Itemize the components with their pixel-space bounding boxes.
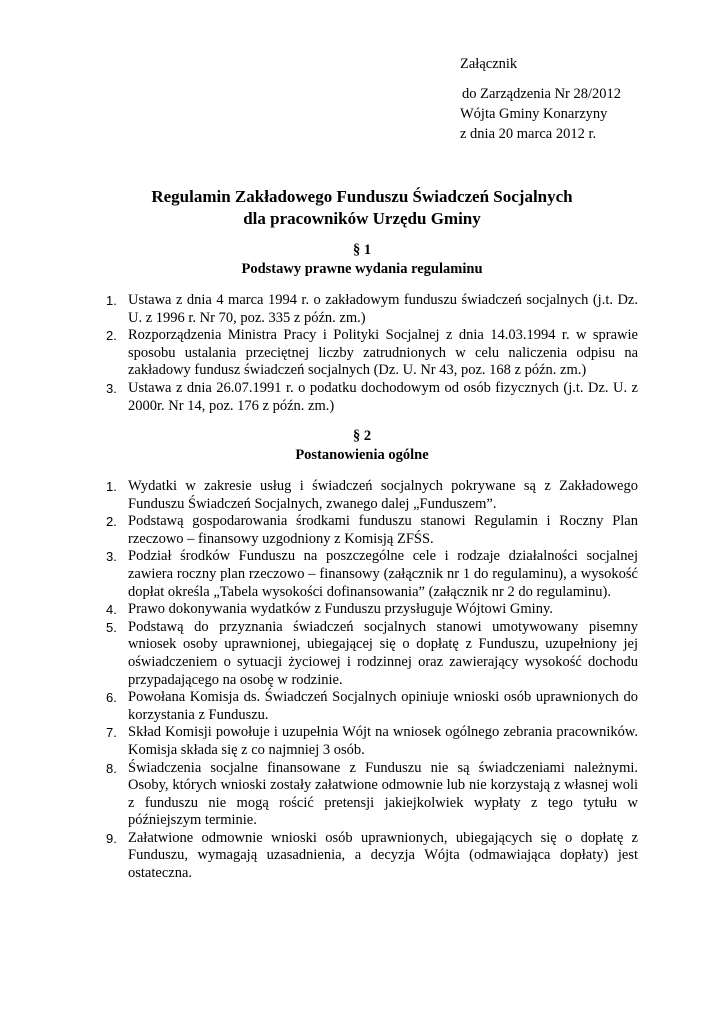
list-item-text: Załatwione odmownie wnioski osób uprawnionych, ubiegających się o dopłatę z Funduszu, wymagają uzasadnienia, a decyzja Wójta (odmawiająca dopłaty) jest ostateczna. (128, 829, 638, 882)
list-item-text: Świadczenia socjalne finansowane z Funduszu nie są świadczeniami należnymi. Osoby, których wnioski zostały załatwione odmownie lub nie korzystają z własnej woli z funduszu nie mogą rościć pretensji jakiejkolwiek wypłaty z tego tytułu w późniejszym terminie. (128, 759, 638, 829)
list-item (104, 478, 638, 513)
list-item-text: Podział środków Funduszu na poszczególne cele i rodzaje działalności socjalnej zawiera roczny plan rzeczowo – finansowy (załącznik nr 1 do regulaminu), a wysokość dopłat określa „Tabela wysokości dofinansowania” (załącznik nr 2 do regulaminu). (128, 548, 638, 600)
list-item (104, 724, 638, 759)
list-item (104, 327, 638, 380)
list-item-text: Podstawą do przyznania świadczeń socjalnych stanowi umotywowany pisemny wniosek osoby uprawnionej, ubiegającej się o dopłatę z Funduszu, uzupełniony jej oświadczeniem o sytuacji życiowej i rodzinnej oraz zawierający wysokość dochodu przypadającego na osobę w rodzinie. (128, 618, 638, 688)
list-item (104, 760, 638, 830)
list-item-number: 1. (106, 479, 117, 494)
section-title: Postanowienia ogólne (295, 447, 429, 463)
list-item (104, 601, 638, 619)
list-item-text: Prawo dokonywania wydatków z Funduszu przysługuje Wójtowi Gminy. (128, 601, 553, 618)
list-item-number: 8. (106, 760, 117, 776)
section-title: Podstawy prawne wydania regulaminu (241, 261, 483, 277)
list-item (104, 619, 638, 689)
list-item-text: Skład Komisji powołuje i uzupełnia Wójt na wniosek ogólnego zebrania pracowników. Komisja składa się z co najmniej 3 osób. (128, 724, 638, 758)
list-item-number: 4. (106, 602, 117, 618)
list-item-number: 5. (106, 619, 117, 635)
list-item (104, 292, 638, 327)
list-item-text: Rozporządzenia Ministra Pracy i Polityki Socjalnej z dnia 14.03.1994 r. w sprawie sposobu ustalania przeciętnej liczby zatrudnionych w celu naliczenia odpisu na zakładowy fundusz świadczeń socjalnych (Dz. U. Nr 43, poz. 168 z późn. zm.) (128, 327, 638, 379)
annex-reference-line: Wójta Gminy Konarzyny (460, 106, 608, 122)
section-heading (0, 241, 724, 279)
annex-reference-line: do Zarządzenia Nr 28/2012 (462, 86, 622, 102)
list-item-number: 7. (106, 725, 117, 741)
list-item-number: 1. (106, 293, 117, 308)
section-number: § 2 (352, 428, 372, 444)
annex-reference-line: z dnia 20 marca 2012 r. (460, 126, 597, 142)
list-item-number: 6. (106, 690, 117, 706)
annex-header (460, 54, 700, 144)
list-item-number: 3. (106, 549, 117, 565)
list-item-number: 2. (106, 514, 117, 530)
list-item-text: Podstawą gospodarowania środkami funduszu stanowi Regulamin i Roczny Plan rzeczowo – finansowy uzgodniony z Komisją ZFŚS. (128, 513, 638, 547)
document-title (0, 186, 724, 230)
list-item-text: Powołana Komisja ds. Świadczeń Socjalnych opiniuje wnioski osób uprawnionych do korzystania z Funduszu. (128, 689, 638, 723)
list-item-number: 9. (106, 830, 117, 846)
list-item (104, 689, 638, 724)
general-provisions-list (104, 478, 638, 883)
list-item (104, 513, 638, 548)
document-title-line: Regulamin Zakładowego Funduszu Świadczeń Socjalnych (151, 187, 573, 206)
section-heading (0, 427, 724, 465)
annex-label: Załącznik (460, 56, 518, 72)
list-item-number: 3. (106, 380, 117, 396)
list-item-text: Wydatki w zakresie usług i świadczeń socjalnych pokrywane są z Zakładowego Funduszu Świadczeń Socjalnych, zwanego dalej „Funduszem”. (128, 478, 638, 512)
list-item (104, 380, 638, 415)
legal-basis-list (104, 292, 638, 415)
document-title-line: dla pracowników Urzędu Gminy (243, 209, 481, 228)
list-item-text: Ustawa z dnia 26.07.1991 r. o podatku dochodowym od osób fizycznych (j.t. Dz. U. z 2000r. Nr 14, poz. 176 z późn. zm.) (128, 379, 638, 414)
list-item-number: 2. (106, 328, 117, 344)
list-item (104, 548, 638, 601)
list-item-text: Ustawa z dnia 4 marca 1994 r. o zakładowym funduszu świadczeń socjalnych (j.t. Dz. U. z 1996 r. Nr 70, poz. 335 z późn. zm.) (128, 292, 638, 326)
list-item (104, 830, 638, 883)
section-number: § 1 (352, 242, 372, 258)
